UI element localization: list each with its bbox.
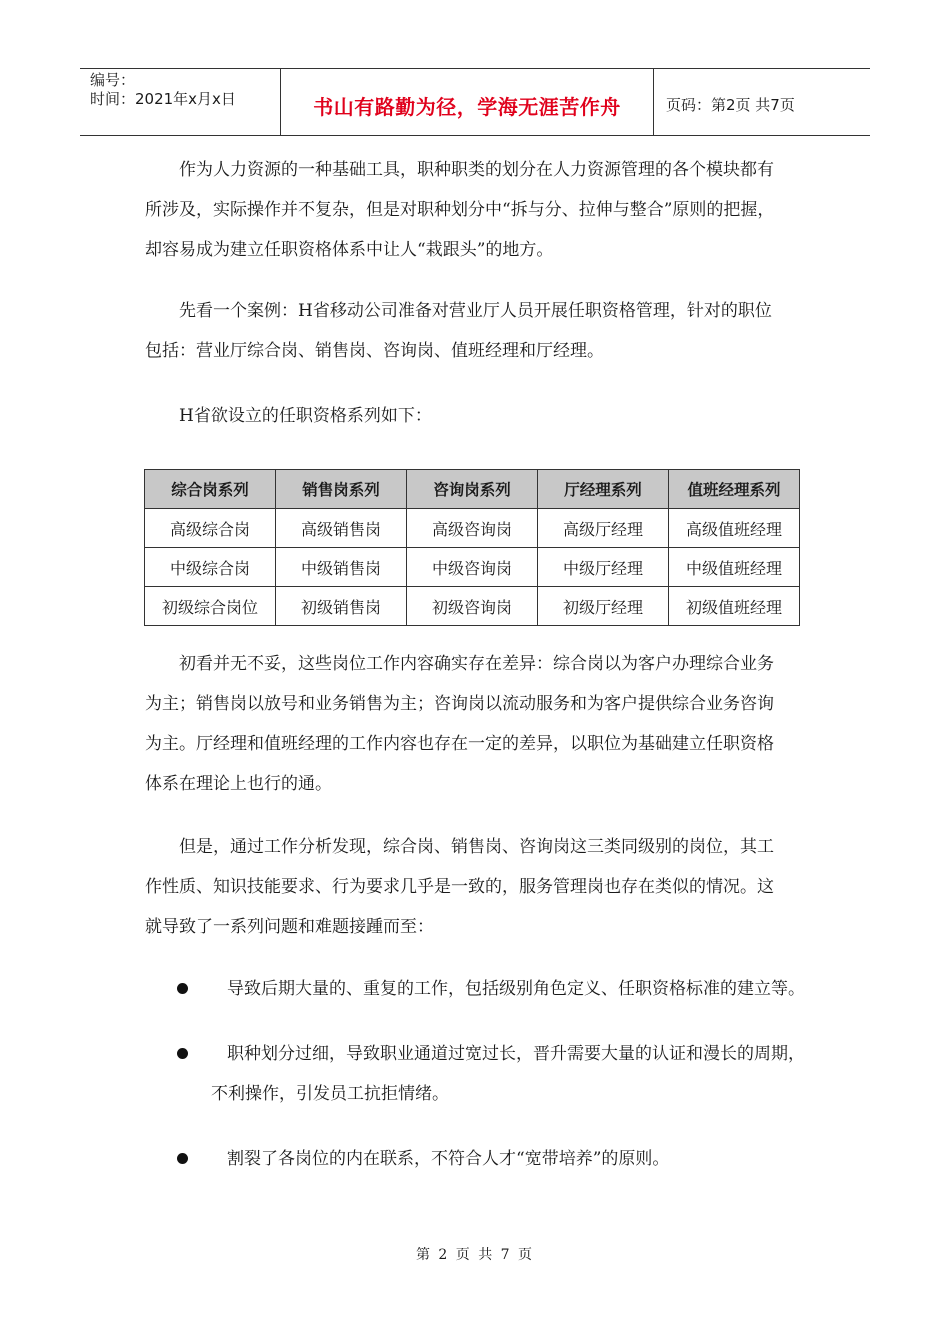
paragraph-line: 就导致了一系列问题和难题接踵而至： (145, 917, 434, 937)
paragraph-line: 先看一个案例：H省移动公司准备对营业厅人员开展任职资格管理，针对的职位 (179, 301, 772, 321)
bullet-text: 导致后期大量的、重复的工作，包括级别角色定义、任职资格标准的建立等。 (227, 979, 805, 999)
table-cell: 高级厅经理 (538, 509, 669, 548)
table-cell: 初级咨询岗 (407, 587, 538, 626)
paragraph-5 (145, 827, 815, 947)
paragraph-4 (145, 644, 815, 804)
header-page-cell (654, 69, 870, 135)
page-label: 页码：第2页 共7页 (666, 95, 795, 114)
table-cell: 中级咨询岗 (407, 548, 538, 587)
paragraph-line: 却容易成为建立任职资格体系中让人“栽跟头”的地方。 (145, 240, 554, 260)
bullet-text-continuation: 不利操作，引发员工抗拒情绪。 (211, 1084, 449, 1104)
bullet-dot-icon (177, 983, 188, 994)
time-label: 时间：2021年x月x日 (90, 90, 236, 108)
table-cell: 中级销售岗 (276, 548, 407, 587)
table-header-row (145, 470, 800, 509)
paragraph-line: 作性质、知识技能要求、行为要求几乎是一致的，服务管理岗也存在类似的情况。这 (145, 877, 774, 897)
page-footer: 第 2 页 共 7 页 (415, 1247, 535, 1263)
table-row (145, 587, 800, 626)
header-meta-cell (80, 69, 281, 135)
table-cell: 初级综合岗位 (145, 587, 276, 626)
table-row (145, 509, 800, 548)
motto-text: 书山有路勤为径，学海无涯苦作舟 (313, 94, 621, 119)
table-row (145, 548, 800, 587)
paragraph-line: 所涉及，实际操作并不复杂，但是对职种划分中“拆与分、拉伸与整合”原则的把握， (145, 200, 775, 220)
document-header (80, 68, 870, 136)
table-cell: 高级综合岗 (145, 509, 276, 548)
table-cell: 中级厅经理 (538, 548, 669, 587)
paragraph-line: 包括：营业厅综合岗、销售岗、咨询岗、值班经理和厅经理。 (145, 341, 604, 361)
table-cell: 初级销售岗 (276, 587, 407, 626)
table-header-cell: 咨询岗系列 (407, 470, 538, 509)
paragraph-line: 为主；销售岗以放号和业务销售为主；咨询岗以流动服务和为客户提供综合业务咨询 (145, 694, 774, 714)
table-header-cell: 厅经理系列 (538, 470, 669, 509)
paragraph-line: H省欲设立的任职资格系列如下： (179, 406, 432, 426)
table-cell: 高级值班经理 (669, 509, 800, 548)
table-cell: 中级值班经理 (669, 548, 800, 587)
bullet-dot-icon (177, 1153, 188, 1164)
table-cell: 高级咨询岗 (407, 509, 538, 548)
paragraph-3 (145, 396, 815, 436)
bullet-text: 职种划分过细，导致职业通道过宽过长，晋升需要大量的认证和漫长的周期， (227, 1044, 805, 1064)
table-cell: 初级厅经理 (538, 587, 669, 626)
table-cell: 初级值班经理 (669, 587, 800, 626)
paragraph-line: 为主。厅经理和值班经理的工作内容也存在一定的差异，以职位为基础建立任职资格 (145, 734, 774, 754)
table-cell: 高级销售岗 (276, 509, 407, 548)
paragraph-line: 作为人力资源的一种基础工具，职种职类的划分在人力资源管理的各个模块都有 (179, 160, 774, 180)
header-motto-cell (281, 69, 654, 135)
table-header-cell: 综合岗系列 (145, 470, 276, 509)
paragraph-1 (145, 150, 815, 270)
paragraph-2 (145, 291, 815, 371)
paragraph-line: 初看并无不妥，这些岗位工作内容确实存在差异：综合岗以为客户办理综合业务 (179, 654, 774, 674)
paragraph-line: 但是，通过工作分析发现，综合岗、销售岗、咨询岗这三类同级别的岗位，其工 (179, 837, 774, 857)
table-header-cell: 销售岗系列 (276, 470, 407, 509)
table-cell: 中级综合岗 (145, 548, 276, 587)
table-header-cell: 值班经理系列 (669, 470, 800, 509)
paragraph-line: 体系在理论上也行的通。 (145, 774, 332, 794)
qualification-table (144, 469, 800, 626)
number-label: 编号： (90, 71, 136, 89)
bullet-text: 割裂了各岗位的内在联系，不符合人才“宽带培养”的原则。 (227, 1149, 670, 1169)
bullet-dot-icon (177, 1048, 188, 1059)
